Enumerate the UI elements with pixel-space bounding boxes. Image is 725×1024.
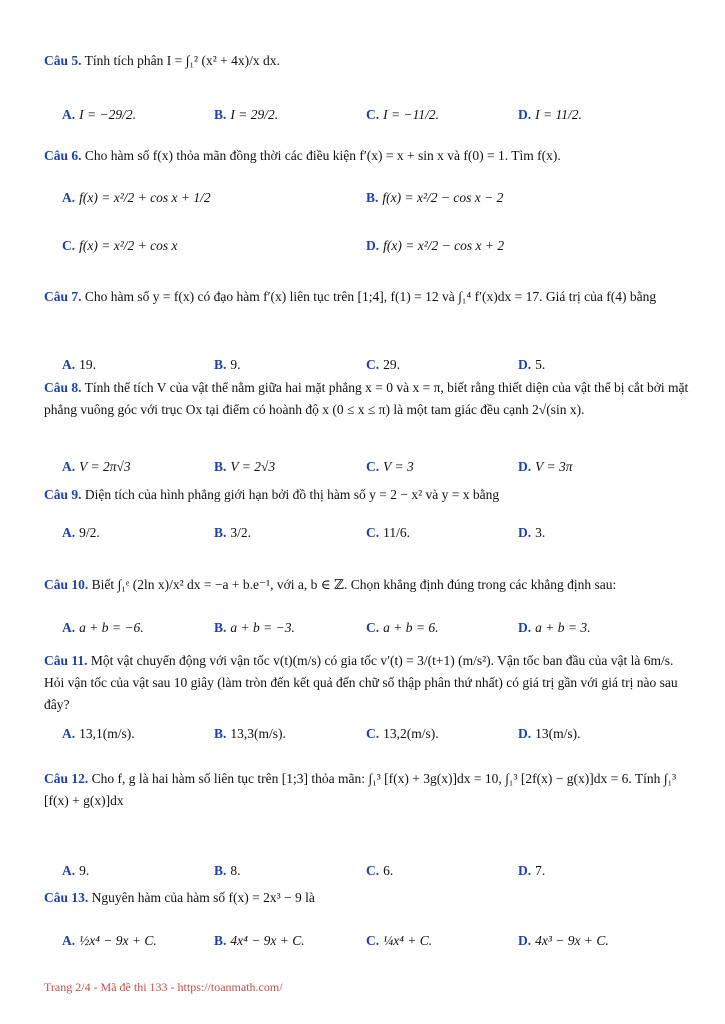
option-b[interactable]: B. 8. [214,863,241,878]
option-d[interactable]: D. f(x) = x²/2 − cos x + 2 [366,238,505,253]
option-d[interactable]: D. I = 11/2. [518,107,582,122]
options-row [62,104,687,144]
question-text: Nguyên hàm của hàm số f(x) = 2x³ − 9 là [91,890,315,905]
question-label: Câu 11. [44,653,88,668]
question-9 [44,484,689,506]
option-c[interactable]: C. I = −11/2. [366,107,439,122]
option-b[interactable]: B. 4x⁴ − 9x + C. [214,933,305,948]
question-5 [44,50,689,72]
option-a[interactable]: A. I = −29/2. [62,107,136,122]
question-label: Câu 6. [44,148,82,163]
options-row [62,522,687,562]
option-d[interactable]: D. 7. [518,863,546,878]
option-d[interactable]: D. V = 3π [518,459,573,474]
options-row [62,930,687,970]
option-a[interactable]: A. f(x) = x²/2 + cos x + 1/2 [62,190,211,205]
option-b[interactable]: B. 3/2. [214,525,252,540]
question-label: Câu 7. [44,289,82,304]
question-7 [44,286,689,308]
question-12 [44,768,689,812]
option-a[interactable]: A. 9/2. [62,525,100,540]
option-c[interactable]: C. a + b = 6. [366,620,439,635]
options-row [62,235,687,275]
question-text: Biết ∫₁ᵉ (2ln x)/x² dx = −a + b.e⁻¹, với a, b ∈ ℤ. Chọn khẳng định đúng trong các khẳng định sau: [91,577,617,592]
options-row [62,723,687,763]
question-13 [44,887,689,909]
option-a[interactable]: A. 19. [62,357,96,372]
option-d[interactable]: D. 4x³ − 9x + C. [518,933,609,948]
question-text: Cho hàm số y = f(x) có đạo hàm f′(x) liên tục trên [1;4], f(1) = 12 và ∫₁⁴ f′(x)dx = 17. Giá trị của f(4) bằng [84,289,657,304]
question-label: Câu 5. [44,53,82,68]
option-a[interactable]: A. 13,1(m/s). [62,726,135,741]
option-c[interactable]: C. 11/6. [366,525,410,540]
question-label: Câu 8. [44,380,82,395]
options-row [62,187,687,227]
option-c[interactable]: C. ¼x⁴ + C. [366,933,433,948]
option-b[interactable]: B. I = 29/2. [214,107,279,122]
option-c[interactable]: C. V = 3 [366,459,414,474]
option-a[interactable]: A. a + b = −6. [62,620,144,635]
option-b[interactable]: B. V = 2√3 [214,459,276,474]
option-c[interactable]: C. 6. [366,863,394,878]
option-d[interactable]: D. 3. [518,525,546,540]
option-a[interactable]: A. ½x⁴ − 9x + C. [62,933,157,948]
option-a[interactable]: A. 9. [62,863,90,878]
option-b[interactable]: B. 13,3(m/s). [214,726,286,741]
option-c[interactable]: C. f(x) = x²/2 + cos x [62,238,178,253]
question-text: Tính tích phân I = ∫₁² (x² + 4x)/x dx. [84,53,280,68]
option-d[interactable]: D. 13(m/s). [518,726,581,741]
question-text: Diện tích của hình phẳng giới hạn bởi đồ thị hàm số y = 2 − x² và y = x bằng [84,487,500,502]
question-6 [44,145,689,167]
question-label: Câu 9. [44,487,82,502]
option-d[interactable]: D. a + b = 3. [518,620,591,635]
question-text: Một vật chuyển động với vận tốc v(t)(m/s) có gia tốc v′(t) = 3/(t+1) (m/s²). Vận tốc ban đầu của vật là 6m/s. Hỏi vận tốc của vật sau 10 giây (làm tròn đến kết quả đến chữ số thập phân thứ nhất) có giá trị gần với giá trị nào sau đây? [44,653,678,712]
option-b[interactable]: B. f(x) = x²/2 − cos x − 2 [366,190,504,205]
question-label: Câu 13. [44,890,89,905]
question-label: Câu 12. [44,771,89,786]
question-label: Câu 10. [44,577,89,592]
question-10 [44,574,689,596]
question-text: Cho hàm số f(x) thỏa mãn đồng thời các điều kiện f′(x) = x + sin x và f(0) = 1. Tìm f(x). [84,148,561,163]
option-a[interactable]: A. V = 2π√3 [62,459,131,474]
page-footer: Trang 2/4 - Mã đề thi 133 - https://toanmath.com/ [44,980,283,994]
question-text: Tính thể tích V của vật thể nằm giữa hai mặt phẳng x = 0 và x = π, biết rằng thiết diện của vật thể bị cắt bởi mặt phẳng vuông góc với trục Ox tại điểm có hoành độ x (0 ≤ x ≤ π) là một tam giác đều cạnh 2√(sin x). [44,380,689,417]
option-b[interactable]: B. 9. [214,357,241,372]
question-8 [44,377,689,421]
question-text: Cho f, g là hai hàm số liên tục trên [1;3] thỏa mãn: ∫₁³ [f(x) + 3g(x)]dx = 10, ∫₁³ [2f(x) − g(x)]dx = 6. Tính ∫₁³ [f(x) + g(x)]dx [44,771,677,808]
option-d[interactable]: D. 5. [518,357,546,372]
option-c[interactable]: C. 13,2(m/s). [366,726,439,741]
option-b[interactable]: B. a + b = −3. [214,620,295,635]
option-c[interactable]: C. 29. [366,357,400,372]
question-11 [44,650,689,716]
